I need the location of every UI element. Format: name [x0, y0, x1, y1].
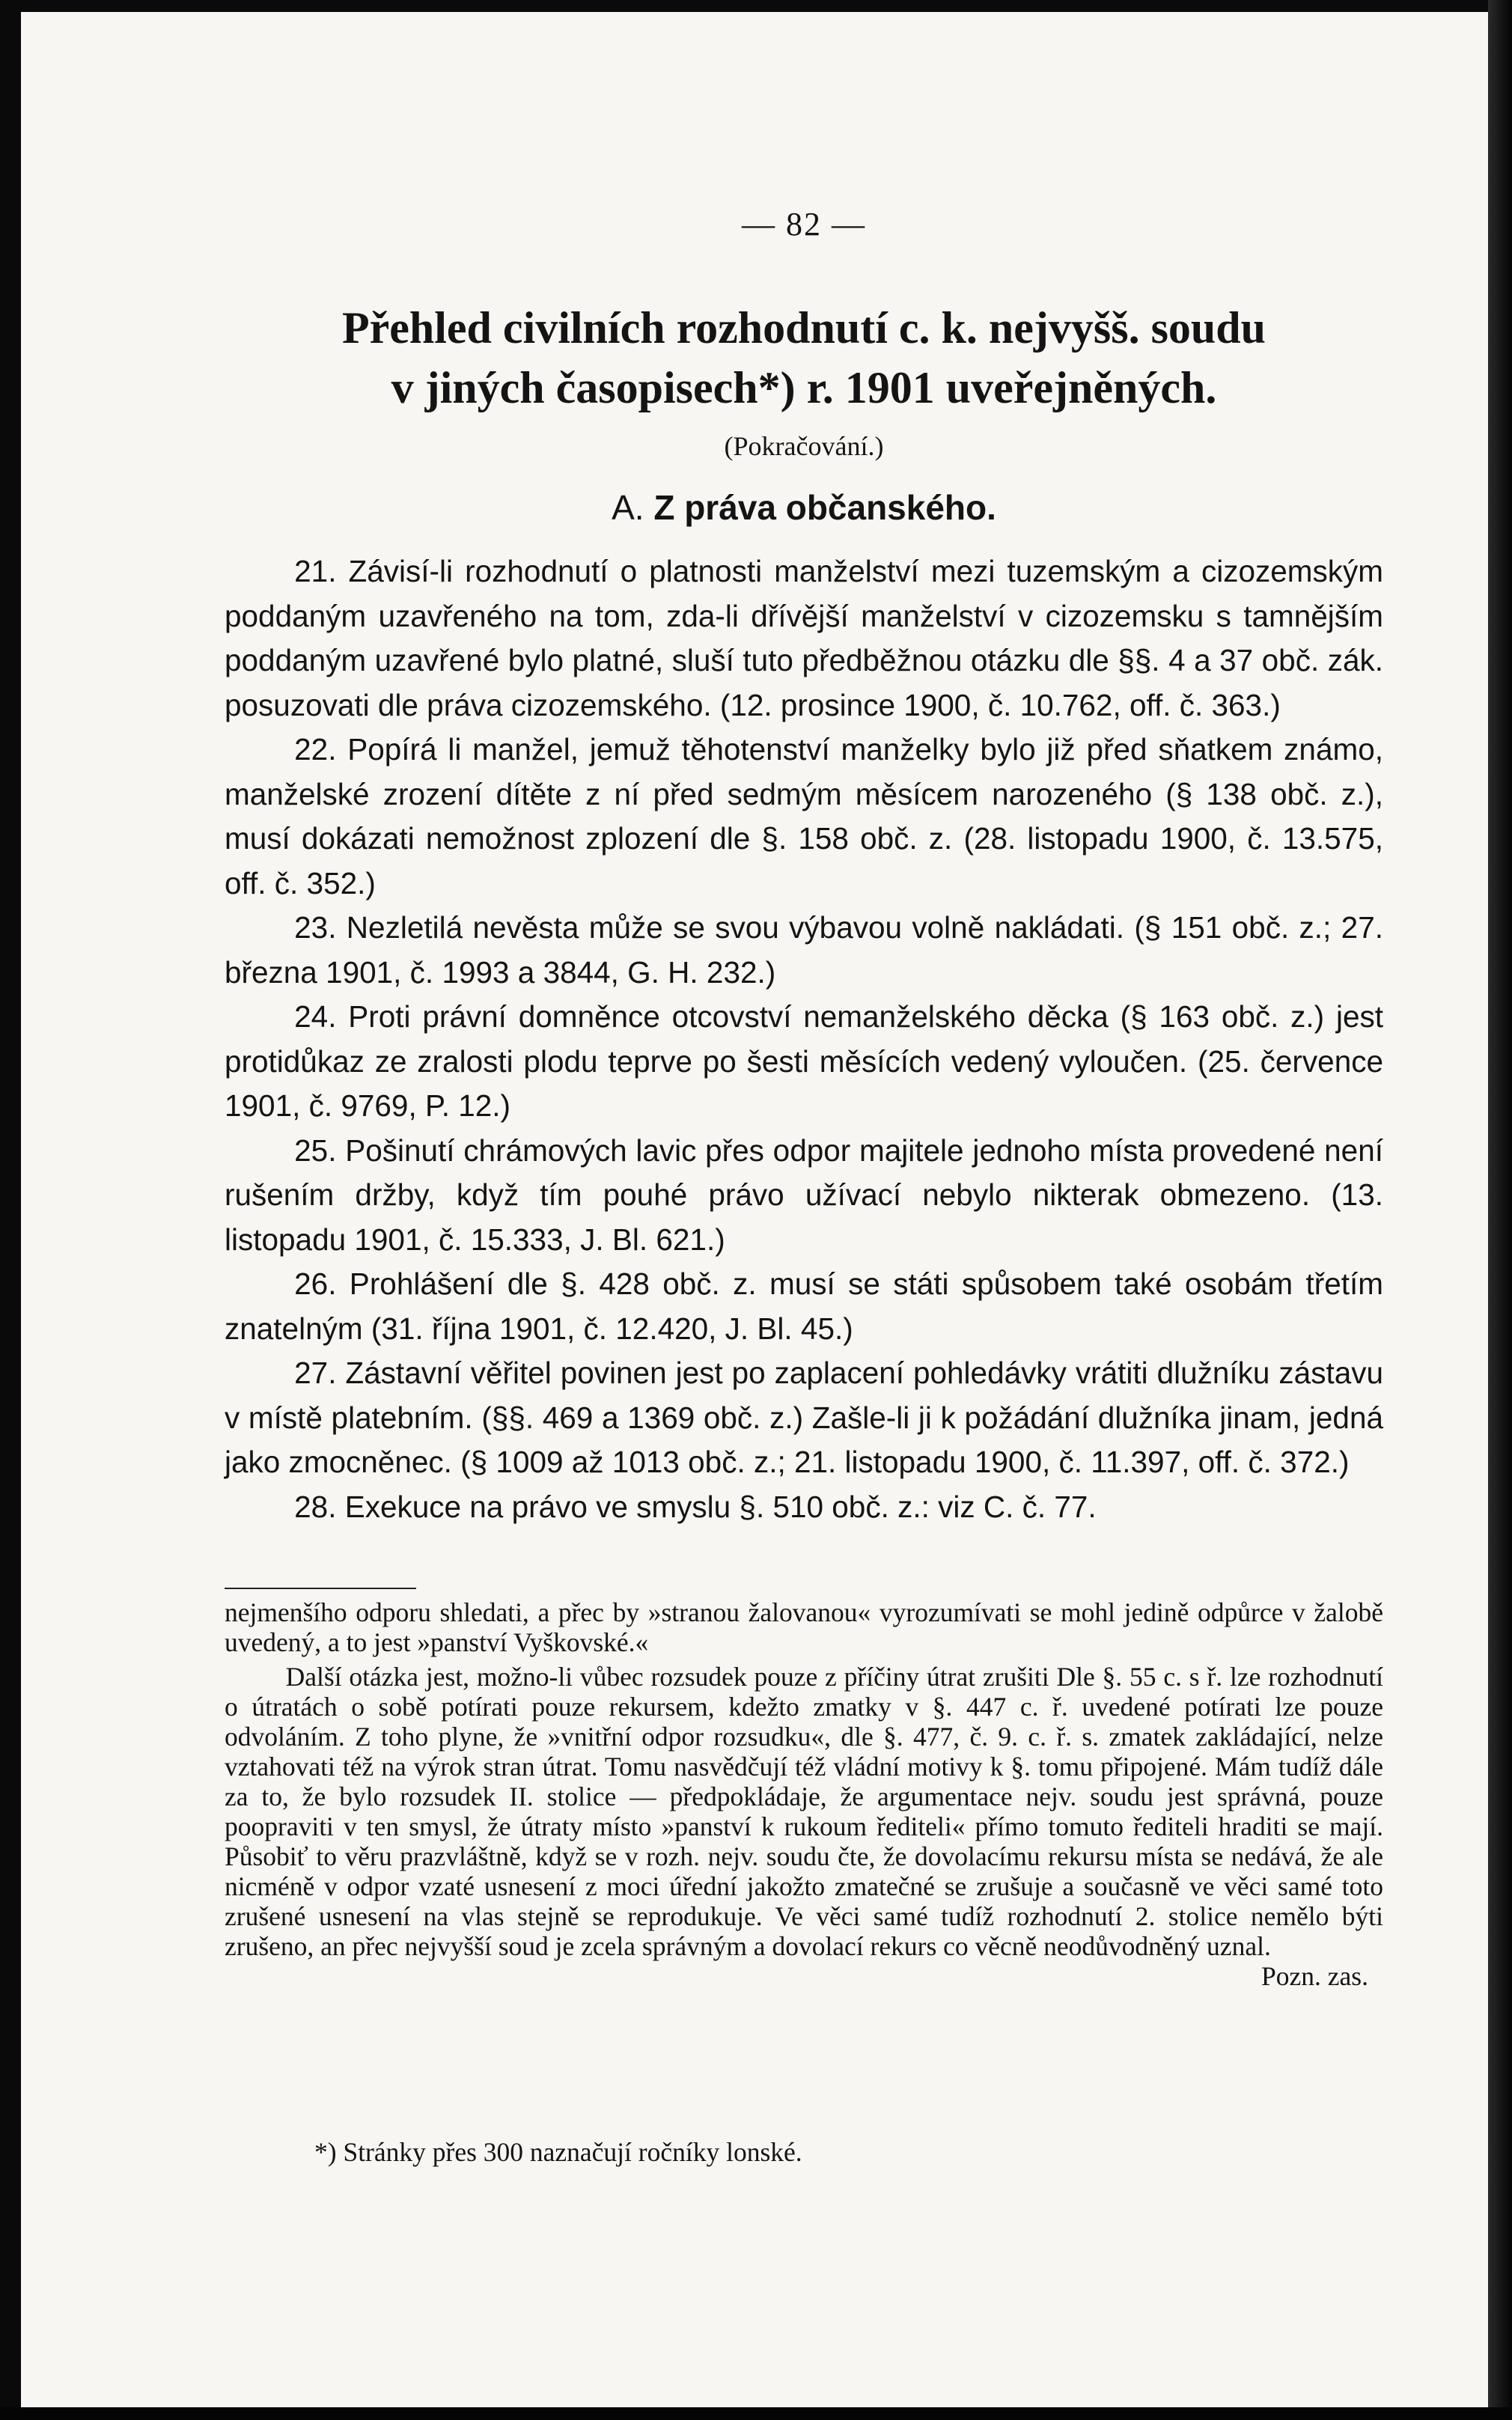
footnote-block: [225, 1597, 1383, 1991]
section-letter: A.: [612, 488, 644, 527]
scan-edge-bottom: [0, 2407, 1512, 2420]
paragraph-23: 23. Nezletilá nevěsta může se svou výbavou volně nakládati. (§ 151 obč. z.; 27. března 1901, č. 1993 a 3844, G. H. 232.): [225, 910, 1383, 990]
scan-edge-right: [1488, 0, 1512, 2420]
paragraph-24: 24. Proti právní domněnce otcovství nemanželského děcka (§ 163 obč. z.) jest protidůkaz ze zralosti plodu teprve po šesti měsících vedený vyloučen. (25. července 1901, č. 9769, P. 12.): [225, 999, 1383, 1123]
paragraph-21: 21. Závisí-li rozhodnutí o platnosti manželství mezi tuzemským a cizozemským poddaným uzavřeného na tom, zda-li dřívější manželství v cizozemsku s tamnějším poddaným uzavřené bylo platné, sluší tuto předběžnou otázku dle §§. 4 a 37 obč. zák. posuzovati dle práva cizozemského. (12. prosince 1900, č. 10.762, off. č. 363.): [225, 554, 1383, 722]
paragraph-25: 25. Pošinutí chrámových lavic přes odpor majitele jednoho místa provedené není rušením držby, když tím pouhé právo užívací nebylo nikterak obmezeno. (13. listopadu 1901, č. 15.333, J. Bl. 621.): [225, 1133, 1383, 1257]
page-number: — 82 —: [742, 206, 866, 243]
section-name: Z práva občanského.: [653, 488, 996, 527]
section-heading: [225, 487, 1383, 528]
paragraph-27: 27. Zástavní věřitel povinen jest po zaplacení pohledávky vrátiti dlužníku zástavu v místě platebním. (§§. 469 a 1369 obč. z.) Zašle-li ji k požádání dlužníka jinam, jedná jako zmocněnec. (§ 1009 až 1013 obč. z.; 21. listopadu 1900, č. 11.397, off. č. 372.): [225, 1356, 1383, 1479]
asterisk-note: *) Stránky přes 300 naznačují ročníky lonské.: [314, 2137, 802, 2167]
footnote-divider: [225, 1588, 416, 1589]
paragraph-26: 26. Prohlášení dle §. 428 obč. z. musí se státi spůsobem také osobám třetím znatelným (31. října 1901, č. 12.420, J. Bl. 45.): [225, 1267, 1383, 1346]
continuation-note: (Pokračování.): [724, 431, 884, 461]
title-line-2: v jiných časopisech*) r. 1901 uveřejněných.: [391, 363, 1217, 412]
main-body: [225, 549, 1383, 1529]
paragraph-22: 22. Popírá li manžel, jemuž těhotenství manželky bylo již před sňatkem známo, manželské zrození dítěte z ní před sedmým měsícem narozeného (§ 138 obč. z.), musí dokázati nemožnost zplození dle §. 158 obč. z. (28. listopadu 1900, č. 13.575, off. č. 352.): [225, 732, 1383, 900]
page-sheet: [21, 12, 1488, 2407]
footnote-signature: Pozn. zas.: [1261, 1961, 1368, 1991]
paragraph-28: 28. Exekuce na právo ve smyslu §. 510 obč. z.: viz C. č. 77.: [294, 1489, 1097, 1524]
footnote-paragraph-2-text: Další otázka jest, možno-li vůbec rozsudek pouze z příčiny útrat zrušiti Dle §. 55 c. s ř. lze rozhodnutí o útratách o sobě potírati pouze rekursem, kdežto zmatky v §. 447 c. ř. uvedené potírati lze pouze odvoláním. Z toho plyne, že »vnitřní odpor rozsudku«, dle §. 477, č. 9. c. ř. s. zmatek zakládající, nelze vztahovati též na výrok stran útrat. Tomu nasvědčují též vládní motivy k §. tomu připojené. Mám tudíž dále za to, že bylo rozsudek II. stolice — předpokládaje, že argumentace nejv. soudu jest správná, pouze poopraviti v ten smysl, že útraty místo »panství k rukoum řediteli« přímo tomuto řediteli hraditi se mají. Působiť to věru prazvláštně, když se v rozh. nejv. soudu čte, že dovolacímu rekursu místa se nedává, že ale nicméně v odpor vzaté usnesení z moci úřední jakožto zmatečné se zrušuje a současně ve věci samé toto zrušené usnesení na vlas stejně se reprodukuje. Ve věci samé tudíž rozhodnutí 2. stolice nemělo býti zrušeno, an přec nejvyšší soud je zcela správným a dovolací rekurs co věcně neodůvodněný uznal.: [225, 1662, 1383, 1961]
footnote-paragraph-1: nejmenšího odporu shledati, a přec by »stranou žalovanou« vyrozumívati se mohl jedině odpůrce v žalobě uvedený, a to jest »panství Vyškovské.«: [225, 1597, 1383, 1657]
footnote-paragraph-2: [225, 1662, 1383, 1991]
page-title: [225, 298, 1383, 418]
title-line-1: Přehled civilních rozhodnutí c. k. nejvyšš. soudu: [341, 303, 1266, 353]
